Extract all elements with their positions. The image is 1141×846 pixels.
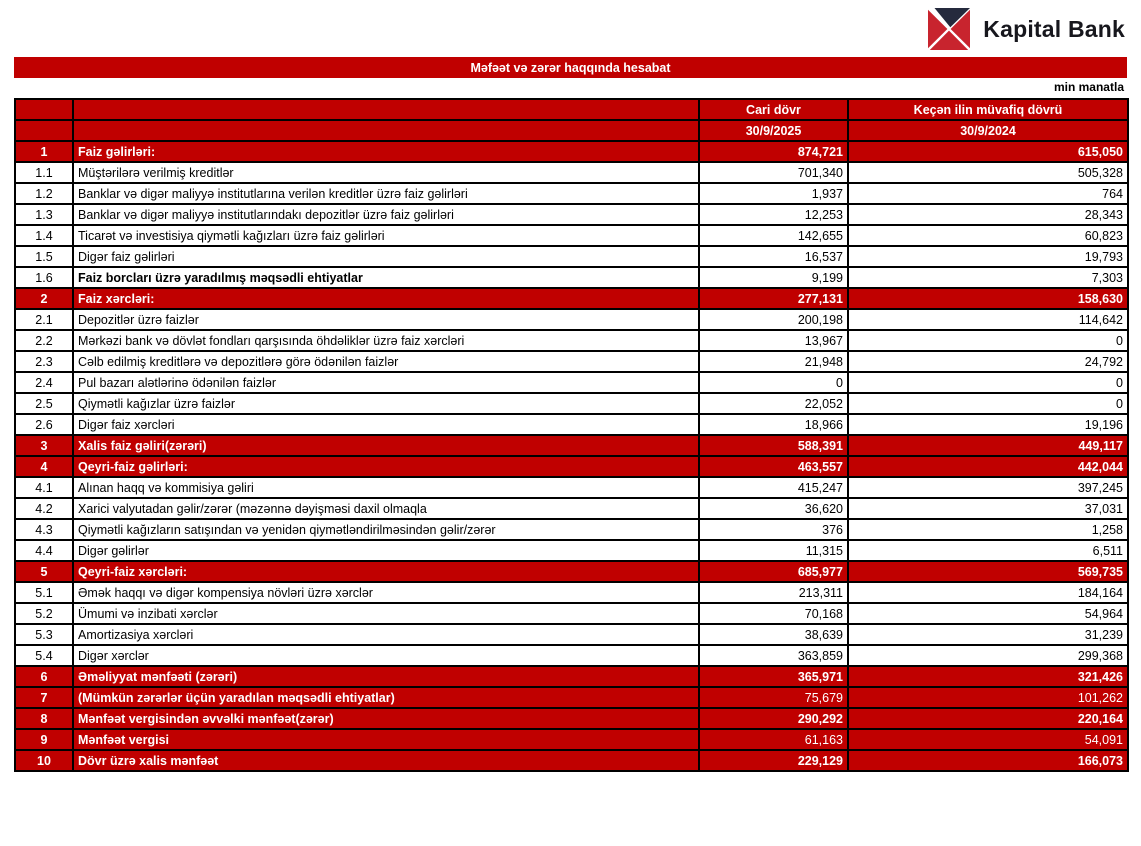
- row-previous-value: 764: [848, 183, 1128, 204]
- table-row: [15, 267, 1128, 288]
- table-row: [15, 729, 1128, 750]
- row-label-cell: Xalis faiz gəliri(zərəri): [73, 435, 699, 456]
- table-row: [15, 183, 1128, 204]
- row-previous-value: 615,050: [848, 141, 1128, 162]
- col-header-current-date: 30/9/2025: [699, 120, 848, 141]
- table-row: [15, 603, 1128, 624]
- row-previous-value: 6,511: [848, 540, 1128, 561]
- col-header-current: Cari dövr: [699, 99, 848, 120]
- row-previous-value: 449,117: [848, 435, 1128, 456]
- row-current-value: 0: [699, 372, 848, 393]
- row-label-cell: Banklar və digər maliyyə institutlarındakı depozitlər üzrə faiz gəlirləri: [73, 204, 699, 225]
- table-row: [15, 393, 1128, 414]
- table-row: [15, 141, 1128, 162]
- row-label-cell: (Mümkün zərərlər üçün yaradılan məqsədli ehtiyatlar): [73, 687, 699, 708]
- col-header-previous: Keçən ilin müvafiq dövrü: [848, 99, 1128, 120]
- row-current-value: 874,721: [699, 141, 848, 162]
- row-label-cell: Mənfəət vergisindən əvvəlki mənfəət(zərər): [73, 708, 699, 729]
- row-number-cell: 5.3: [15, 624, 73, 645]
- table-row: [15, 498, 1128, 519]
- row-number-cell: 4.3: [15, 519, 73, 540]
- row-label-cell: Qeyri-faiz xərcləri:: [73, 561, 699, 582]
- row-label-cell: Digər gəlirlər: [73, 540, 699, 561]
- row-current-value: 363,859: [699, 645, 848, 666]
- row-previous-value: 442,044: [848, 456, 1128, 477]
- row-number-cell: 9: [15, 729, 73, 750]
- table-row: [15, 204, 1128, 225]
- row-previous-value: 101,262: [848, 687, 1128, 708]
- row-label-cell: Faiz xərcləri:: [73, 288, 699, 309]
- row-number-cell: 6: [15, 666, 73, 687]
- report-table-body: [15, 141, 1128, 771]
- table-row: [15, 519, 1128, 540]
- row-number-cell: 5: [15, 561, 73, 582]
- table-row: [15, 540, 1128, 561]
- row-label-cell: Qiymətli kağızların satışından və yenidən qiymətləndirilməsindən gəlir/zərər: [73, 519, 699, 540]
- row-label-cell: Pul bazarı alətlərinə ödənilən faizlər: [73, 372, 699, 393]
- row-current-value: 229,129: [699, 750, 848, 771]
- row-current-value: 588,391: [699, 435, 848, 456]
- row-previous-value: 60,823: [848, 225, 1128, 246]
- row-current-value: 21,948: [699, 351, 848, 372]
- row-label-cell: Ümumi və inzibati xərclər: [73, 603, 699, 624]
- row-number-cell: 5.4: [15, 645, 73, 666]
- row-previous-value: 505,328: [848, 162, 1128, 183]
- row-number-cell: 2.5: [15, 393, 73, 414]
- row-current-value: 36,620: [699, 498, 848, 519]
- row-label-cell: Əməliyyat mənfəəti (zərəri): [73, 666, 699, 687]
- row-current-value: 213,311: [699, 582, 848, 603]
- kapital-bank-logo-icon: [928, 8, 970, 50]
- row-current-value: 277,131: [699, 288, 848, 309]
- table-row: [15, 477, 1128, 498]
- table-row: [15, 456, 1128, 477]
- brand-header: [928, 8, 1125, 50]
- row-current-value: 9,199: [699, 267, 848, 288]
- table-row: [15, 225, 1128, 246]
- row-number-cell: 4.2: [15, 498, 73, 519]
- row-current-value: 1,937: [699, 183, 848, 204]
- row-current-value: 290,292: [699, 708, 848, 729]
- row-current-value: 13,967: [699, 330, 848, 351]
- table-header: [15, 99, 1128, 141]
- row-number-cell: 2.3: [15, 351, 73, 372]
- table-row: [15, 750, 1128, 771]
- row-number-cell: 8: [15, 708, 73, 729]
- row-previous-value: 31,239: [848, 624, 1128, 645]
- row-previous-value: 184,164: [848, 582, 1128, 603]
- row-number-cell: 7: [15, 687, 73, 708]
- row-number-cell: 2.2: [15, 330, 73, 351]
- unit-note: min manatla: [1053, 80, 1124, 94]
- row-number-cell: 2.6: [15, 414, 73, 435]
- table-row: [15, 309, 1128, 330]
- row-current-value: 61,163: [699, 729, 848, 750]
- row-previous-value: 54,964: [848, 603, 1128, 624]
- table-row: [15, 246, 1128, 267]
- row-previous-value: 7,303: [848, 267, 1128, 288]
- row-label-cell: Xarici valyutadan gəlir/zərər (məzənnə dəyişməsi daxil olmaqla: [73, 498, 699, 519]
- brand-wordmark: Kapital Bank: [983, 15, 1125, 42]
- row-label-cell: Banklar və digər maliyyə institutlarına verilən kreditlər üzrə faiz gəlirləri: [73, 183, 699, 204]
- row-current-value: 22,052: [699, 393, 848, 414]
- row-current-value: 200,198: [699, 309, 848, 330]
- table-row: [15, 162, 1128, 183]
- header-empty-label2: [73, 120, 699, 141]
- row-number-cell: 1.6: [15, 267, 73, 288]
- row-previous-value: 0: [848, 330, 1128, 351]
- row-current-value: 38,639: [699, 624, 848, 645]
- row-label-cell: Dövr üzrə xalis mənfəət: [73, 750, 699, 771]
- row-label-cell: Digər xərclər: [73, 645, 699, 666]
- row-number-cell: 2: [15, 288, 73, 309]
- row-current-value: 142,655: [699, 225, 848, 246]
- row-label-cell: Amortizasiya xərcləri: [73, 624, 699, 645]
- income-statement-table: [14, 98, 1129, 772]
- row-label-cell: Faiz gəlirləri:: [73, 141, 699, 162]
- header-row-date: [15, 120, 1128, 141]
- row-number-cell: 4.1: [15, 477, 73, 498]
- header-empty-label: [73, 99, 699, 120]
- row-current-value: 463,557: [699, 456, 848, 477]
- row-current-value: 11,315: [699, 540, 848, 561]
- row-number-cell: 5.2: [15, 603, 73, 624]
- row-number-cell: 1.3: [15, 204, 73, 225]
- row-current-value: 16,537: [699, 246, 848, 267]
- row-previous-value: 321,426: [848, 666, 1128, 687]
- row-current-value: 75,679: [699, 687, 848, 708]
- table-row: [15, 582, 1128, 603]
- row-previous-value: 220,164: [848, 708, 1128, 729]
- row-previous-value: 19,196: [848, 414, 1128, 435]
- row-label-cell: Digər faiz xərcləri: [73, 414, 699, 435]
- row-previous-value: 1,258: [848, 519, 1128, 540]
- report-title: Məfəət və zərər haqqında hesabat: [470, 60, 671, 75]
- table-row: [15, 708, 1128, 729]
- row-previous-value: 114,642: [848, 309, 1128, 330]
- table-row: [15, 624, 1128, 645]
- row-previous-value: 158,630: [848, 288, 1128, 309]
- table-row: [15, 330, 1128, 351]
- row-previous-value: 569,735: [848, 561, 1128, 582]
- row-number-cell: 1.4: [15, 225, 73, 246]
- row-label-cell: Digər faiz gəlirləri: [73, 246, 699, 267]
- row-current-value: 365,971: [699, 666, 848, 687]
- row-number-cell: 1: [15, 141, 73, 162]
- row-current-value: 70,168: [699, 603, 848, 624]
- col-header-previous-date: 30/9/2024: [848, 120, 1128, 141]
- row-number-cell: 5.1: [15, 582, 73, 603]
- row-previous-value: 166,073: [848, 750, 1128, 771]
- row-previous-value: 19,793: [848, 246, 1128, 267]
- row-previous-value: 28,343: [848, 204, 1128, 225]
- row-current-value: 701,340: [699, 162, 848, 183]
- row-current-value: 376: [699, 519, 848, 540]
- row-label-cell: Faiz borcları üzrə yaradılmış məqsədli ehtiyatlar: [73, 267, 699, 288]
- row-previous-value: 37,031: [848, 498, 1128, 519]
- row-number-cell: 1.2: [15, 183, 73, 204]
- row-number-cell: 1.5: [15, 246, 73, 267]
- table-row: [15, 435, 1128, 456]
- table-row: [15, 666, 1128, 687]
- row-label-cell: Qeyri-faiz gəlirləri:: [73, 456, 699, 477]
- row-previous-value: 397,245: [848, 477, 1128, 498]
- table-row: [15, 687, 1128, 708]
- row-previous-value: 54,091: [848, 729, 1128, 750]
- row-previous-value: 0: [848, 393, 1128, 414]
- table-row: [15, 351, 1128, 372]
- row-number-cell: 10: [15, 750, 73, 771]
- row-current-value: 415,247: [699, 477, 848, 498]
- header-row-period: [15, 99, 1128, 120]
- row-number-cell: 4.4: [15, 540, 73, 561]
- row-current-value: 685,977: [699, 561, 848, 582]
- row-number-cell: 2.4: [15, 372, 73, 393]
- row-current-value: 12,253: [699, 204, 848, 225]
- row-label-cell: Cəlb edilmiş kreditlərə və depozitlərə görə ödənilən faizlər: [73, 351, 699, 372]
- report-title-bar: [14, 57, 1127, 78]
- row-number-cell: 3: [15, 435, 73, 456]
- table-row: [15, 561, 1128, 582]
- row-number-cell: 1.1: [15, 162, 73, 183]
- row-label-cell: Əmək haqqı və digər kompensiya növləri üzrə xərclər: [73, 582, 699, 603]
- header-empty-no2: [15, 120, 73, 141]
- row-label-cell: Ticarət və investisiya qiymətli kağızları üzrə faiz gəlirləri: [73, 225, 699, 246]
- row-label-cell: Mərkəzi bank və dövlət fondları qarşısında öhdəliklər üzrə faiz xərcləri: [73, 330, 699, 351]
- row-number-cell: 4: [15, 456, 73, 477]
- row-label-cell: Depozitlər üzrə faizlər: [73, 309, 699, 330]
- header-empty-no: [15, 99, 73, 120]
- row-current-value: 18,966: [699, 414, 848, 435]
- row-label-cell: Mənfəət vergisi: [73, 729, 699, 750]
- row-previous-value: 299,368: [848, 645, 1128, 666]
- table-row: [15, 288, 1128, 309]
- table-row: [15, 414, 1128, 435]
- row-previous-value: 0: [848, 372, 1128, 393]
- row-label-cell: Müştərilərə verilmiş kreditlər: [73, 162, 699, 183]
- table-row: [15, 372, 1128, 393]
- row-number-cell: 2.1: [15, 309, 73, 330]
- table-row: [15, 645, 1128, 666]
- row-previous-value: 24,792: [848, 351, 1128, 372]
- row-label-cell: Qiymətli kağızlar üzrə faizlər: [73, 393, 699, 414]
- row-label-cell: Alınan haqq və kommisiya gəliri: [73, 477, 699, 498]
